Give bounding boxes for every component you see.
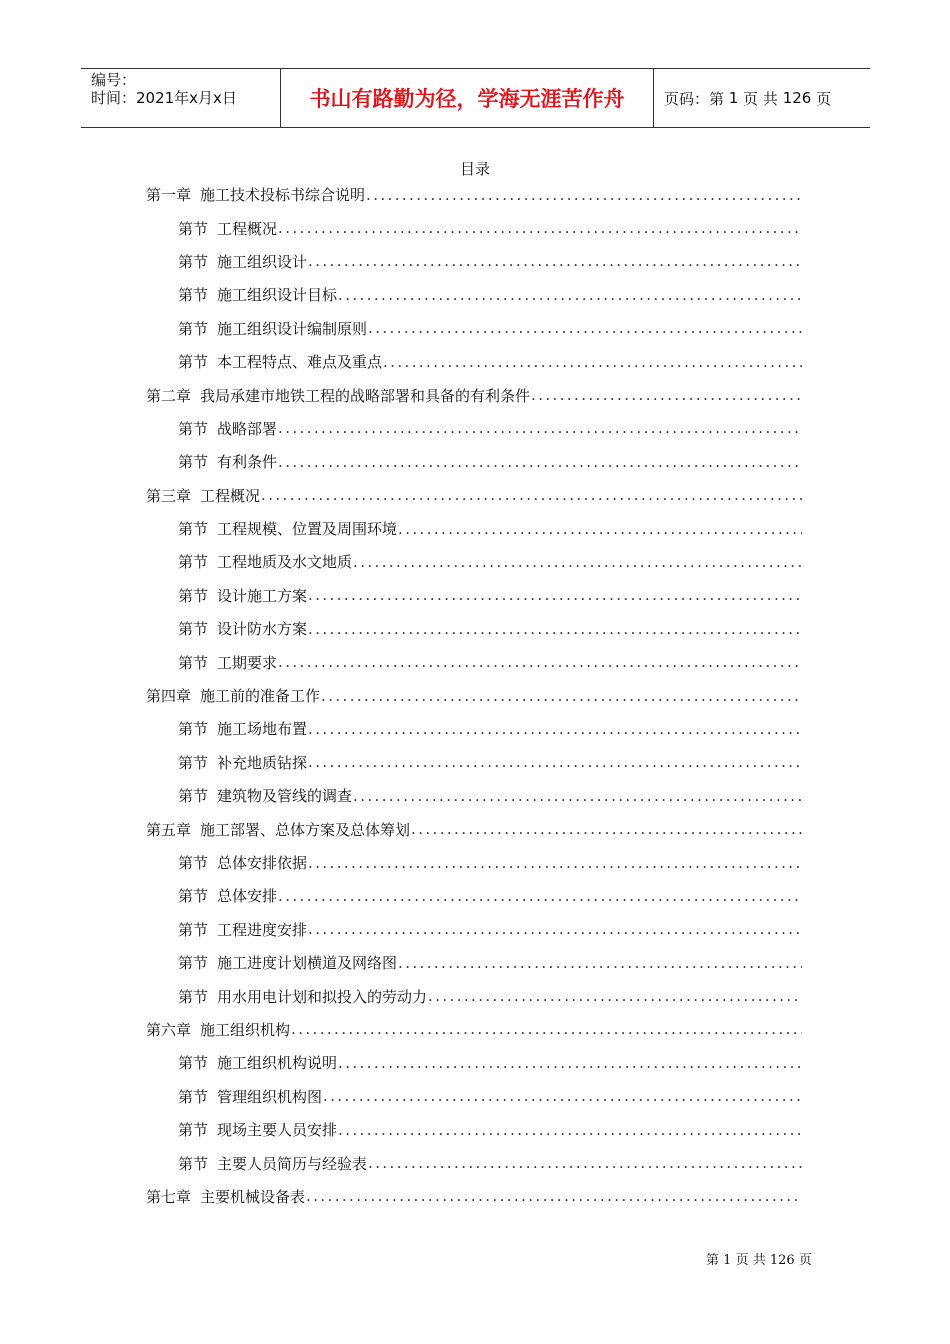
toc-section-entry[interactable] [146,879,802,912]
toc-dot-leader [366,186,802,204]
footer-mid: 页 共 [735,1253,766,1268]
toc-dot-leader [368,1154,802,1172]
toc-entry-title: 施工部署、总体方案及总体筹划 [200,820,411,839]
toc-dot-leader [306,1187,802,1205]
toc-entry-title: 主要人员简历与经验表 [217,1154,368,1173]
toc-section-entry[interactable] [146,779,802,812]
page-current: 1 [728,89,739,107]
toc-dot-leader [278,453,802,471]
toc-section-entry[interactable] [146,946,802,979]
footer-current: 1 [723,1253,732,1268]
toc-entry-label: 第节 [178,1087,209,1106]
document-number-label: 编号： [91,71,137,89]
toc-entry-label: 第节 [178,887,209,906]
toc-entry-title: 施工组织机构 [200,1020,291,1039]
toc-entry-label: 第节 [178,1154,209,1173]
toc-section-entry[interactable] [146,913,802,946]
toc-section-entry[interactable] [146,579,802,612]
toc-entry-title: 主要机械设备表 [200,1187,306,1206]
toc-entry-label: 第节 [178,620,209,639]
table-of-contents [146,178,802,1213]
toc-dot-leader [308,252,802,270]
page-footer [706,1249,812,1268]
toc-chapter-entry[interactable] [146,479,802,512]
toc-entry-title: 本工程特点、难点及重点 [217,353,383,372]
toc-entry-label: 第一章 [146,186,192,205]
toc-section-entry[interactable] [146,645,802,678]
toc-entry-label: 第节 [178,854,209,872]
toc-entry-label: 第二章 [146,386,192,405]
toc-entry-title: 施工组织设计目标 [217,286,338,305]
toc-entry-title: 工程概况 [217,219,278,238]
toc-entry-title: 现场主要人员安排 [217,1121,338,1140]
footer-suffix: 页 [798,1253,812,1268]
toc-entry-title: 施工进度计划横道及网络图 [217,954,398,973]
toc-entry-label: 第节 [178,1054,209,1073]
toc-dot-leader [338,1121,802,1139]
toc-dot-leader [308,753,802,771]
toc-section-entry[interactable] [146,612,802,645]
footer-prefix: 第 [706,1253,720,1268]
header-page-info [654,69,870,127]
toc-dot-leader [261,486,802,504]
toc-dot-leader [338,286,802,304]
toc-entry-title: 工程规模、位置及周围环境 [217,520,398,539]
toc-dot-leader [398,520,802,538]
toc-dot-leader [531,386,802,404]
toc-entry-label: 第节 [178,453,209,472]
toc-entry-label: 第节 [178,954,209,973]
toc-section-entry[interactable] [146,345,802,378]
toc-dot-leader [411,820,802,838]
toc-entry-label: 第五章 [146,820,192,839]
toc-dot-leader [338,1054,802,1072]
header-meta [81,69,281,127]
toc-section-entry[interactable] [146,746,802,779]
toc-entry-label: 第节 [178,720,209,739]
toc-dot-leader [291,1020,802,1038]
toc-entry-title: 建筑物及管线的调查 [217,787,353,806]
toc-entry-label: 第节 [178,653,209,672]
toc-entry-label: 第节 [178,353,209,372]
toc-entry-label: 第节 [178,753,209,772]
toc-entry-label: 第节 [178,219,209,238]
toc-section-entry[interactable] [146,979,802,1012]
header-motto: 书山有路勤为径，学海无涯苦作舟 [281,69,654,127]
toc-entry-label: 第四章 [146,687,192,706]
toc-chapter-entry[interactable] [146,178,802,211]
toc-entry-title: 工程概况 [200,486,261,505]
toc-entry-title: 用水用电计划和拟投入的劳动力 [217,987,428,1006]
toc-section-entry[interactable] [146,846,802,879]
toc-entry-label: 第节 [178,286,209,305]
toc-entry-title: 施工技术投标书综合说明 [200,186,366,205]
toc-entry-label: 第节 [178,252,209,271]
toc-entry-title: 工程地质及水文地质 [217,553,353,572]
toc-dot-leader [278,887,802,905]
toc-entry-label: 第节 [178,553,209,572]
toc-entry-title: 补充地质钻探 [217,753,308,772]
toc-section-entry[interactable] [146,278,802,311]
toc-section-entry[interactable] [146,211,802,244]
page-header [81,68,870,128]
toc-chapter-entry[interactable] [146,378,802,411]
toc-dot-leader [368,319,802,337]
page-prefix: 页码：第 [664,89,725,108]
toc-dot-leader [278,219,802,237]
toc-dot-leader [308,854,802,872]
toc-chapter-entry[interactable] [146,812,802,845]
toc-dot-leader [308,920,802,938]
toc-entry-label: 第七章 [146,1187,192,1206]
toc-entry-label: 第节 [178,419,209,438]
page-total: 126 [782,89,812,107]
toc-entry-title: 设计防水方案 [217,620,308,639]
toc-entry-title: 管理组织机构图 [217,1087,323,1106]
page-suffix: 页 [816,89,832,108]
toc-entry-title: 施工前的准备工作 [200,687,321,706]
toc-dot-leader [353,787,802,805]
toc-entry-label: 第三章 [146,486,192,505]
toc-entry-label: 第节 [178,1121,209,1140]
toc-entry-title: 施工场地布置 [217,720,308,739]
toc-entry-label: 第节 [178,987,209,1006]
toc-title: 目录 [459,160,490,178]
toc-entry-title: 总体安排依据 [217,854,308,872]
toc-entry-title: 有利条件 [217,453,278,472]
toc-section-entry[interactable] [146,1113,802,1146]
toc-section-entry[interactable] [146,1046,802,1079]
toc-entry-label: 第节 [178,586,209,605]
toc-entry-title: 施工组织设计编制原则 [217,319,368,338]
toc-section-entry[interactable] [146,712,802,745]
footer-total: 126 [769,1253,795,1268]
toc-entry-label: 第节 [178,520,209,539]
toc-dot-leader [308,586,802,604]
toc-entry-title: 我局承建市地铁工程的战略部署和具备的有利条件 [200,386,531,405]
toc-dot-leader [278,419,802,437]
toc-entry-title: 施工组织设计 [217,252,308,271]
toc-dot-leader [308,720,802,738]
page-mid: 页 共 [743,89,778,108]
toc-dot-leader [321,687,802,705]
toc-dot-leader [353,553,802,571]
toc-section-entry[interactable] [146,545,802,578]
toc-entry-label: 第六章 [146,1020,192,1039]
toc-entry-title: 设计施工方案 [217,586,308,605]
toc-entry-title: 工程进度安排 [217,920,308,939]
toc-entry-title: 总体安排 [217,887,278,906]
toc-entry-title: 战略部署 [217,419,278,438]
toc-chapter-entry[interactable] [146,1180,802,1213]
toc-dot-leader [308,620,802,638]
toc-section-entry[interactable] [146,412,802,445]
toc-chapter-entry[interactable] [146,679,802,712]
toc-section-entry[interactable] [146,1146,802,1179]
toc-section-entry[interactable] [146,245,802,278]
toc-dot-leader [428,987,802,1005]
toc-section-entry[interactable] [146,512,802,545]
toc-dot-leader [398,954,802,972]
toc-entry-title: 施工组织机构说明 [217,1054,338,1073]
toc-dot-leader [323,1087,802,1105]
toc-entry-label: 第节 [178,787,209,806]
toc-entry-label: 第节 [178,319,209,338]
toc-section-entry[interactable] [146,312,802,345]
toc-entry-label: 第节 [178,920,209,939]
toc-dot-leader [383,353,802,371]
toc-section-entry[interactable] [146,445,802,478]
toc-entry-title: 工期要求 [217,653,278,672]
toc-chapter-entry[interactable] [146,1013,802,1046]
toc-dot-leader [278,653,802,671]
toc-section-entry[interactable] [146,1080,802,1113]
document-date: 时间：2021年x月x日 [91,89,237,107]
